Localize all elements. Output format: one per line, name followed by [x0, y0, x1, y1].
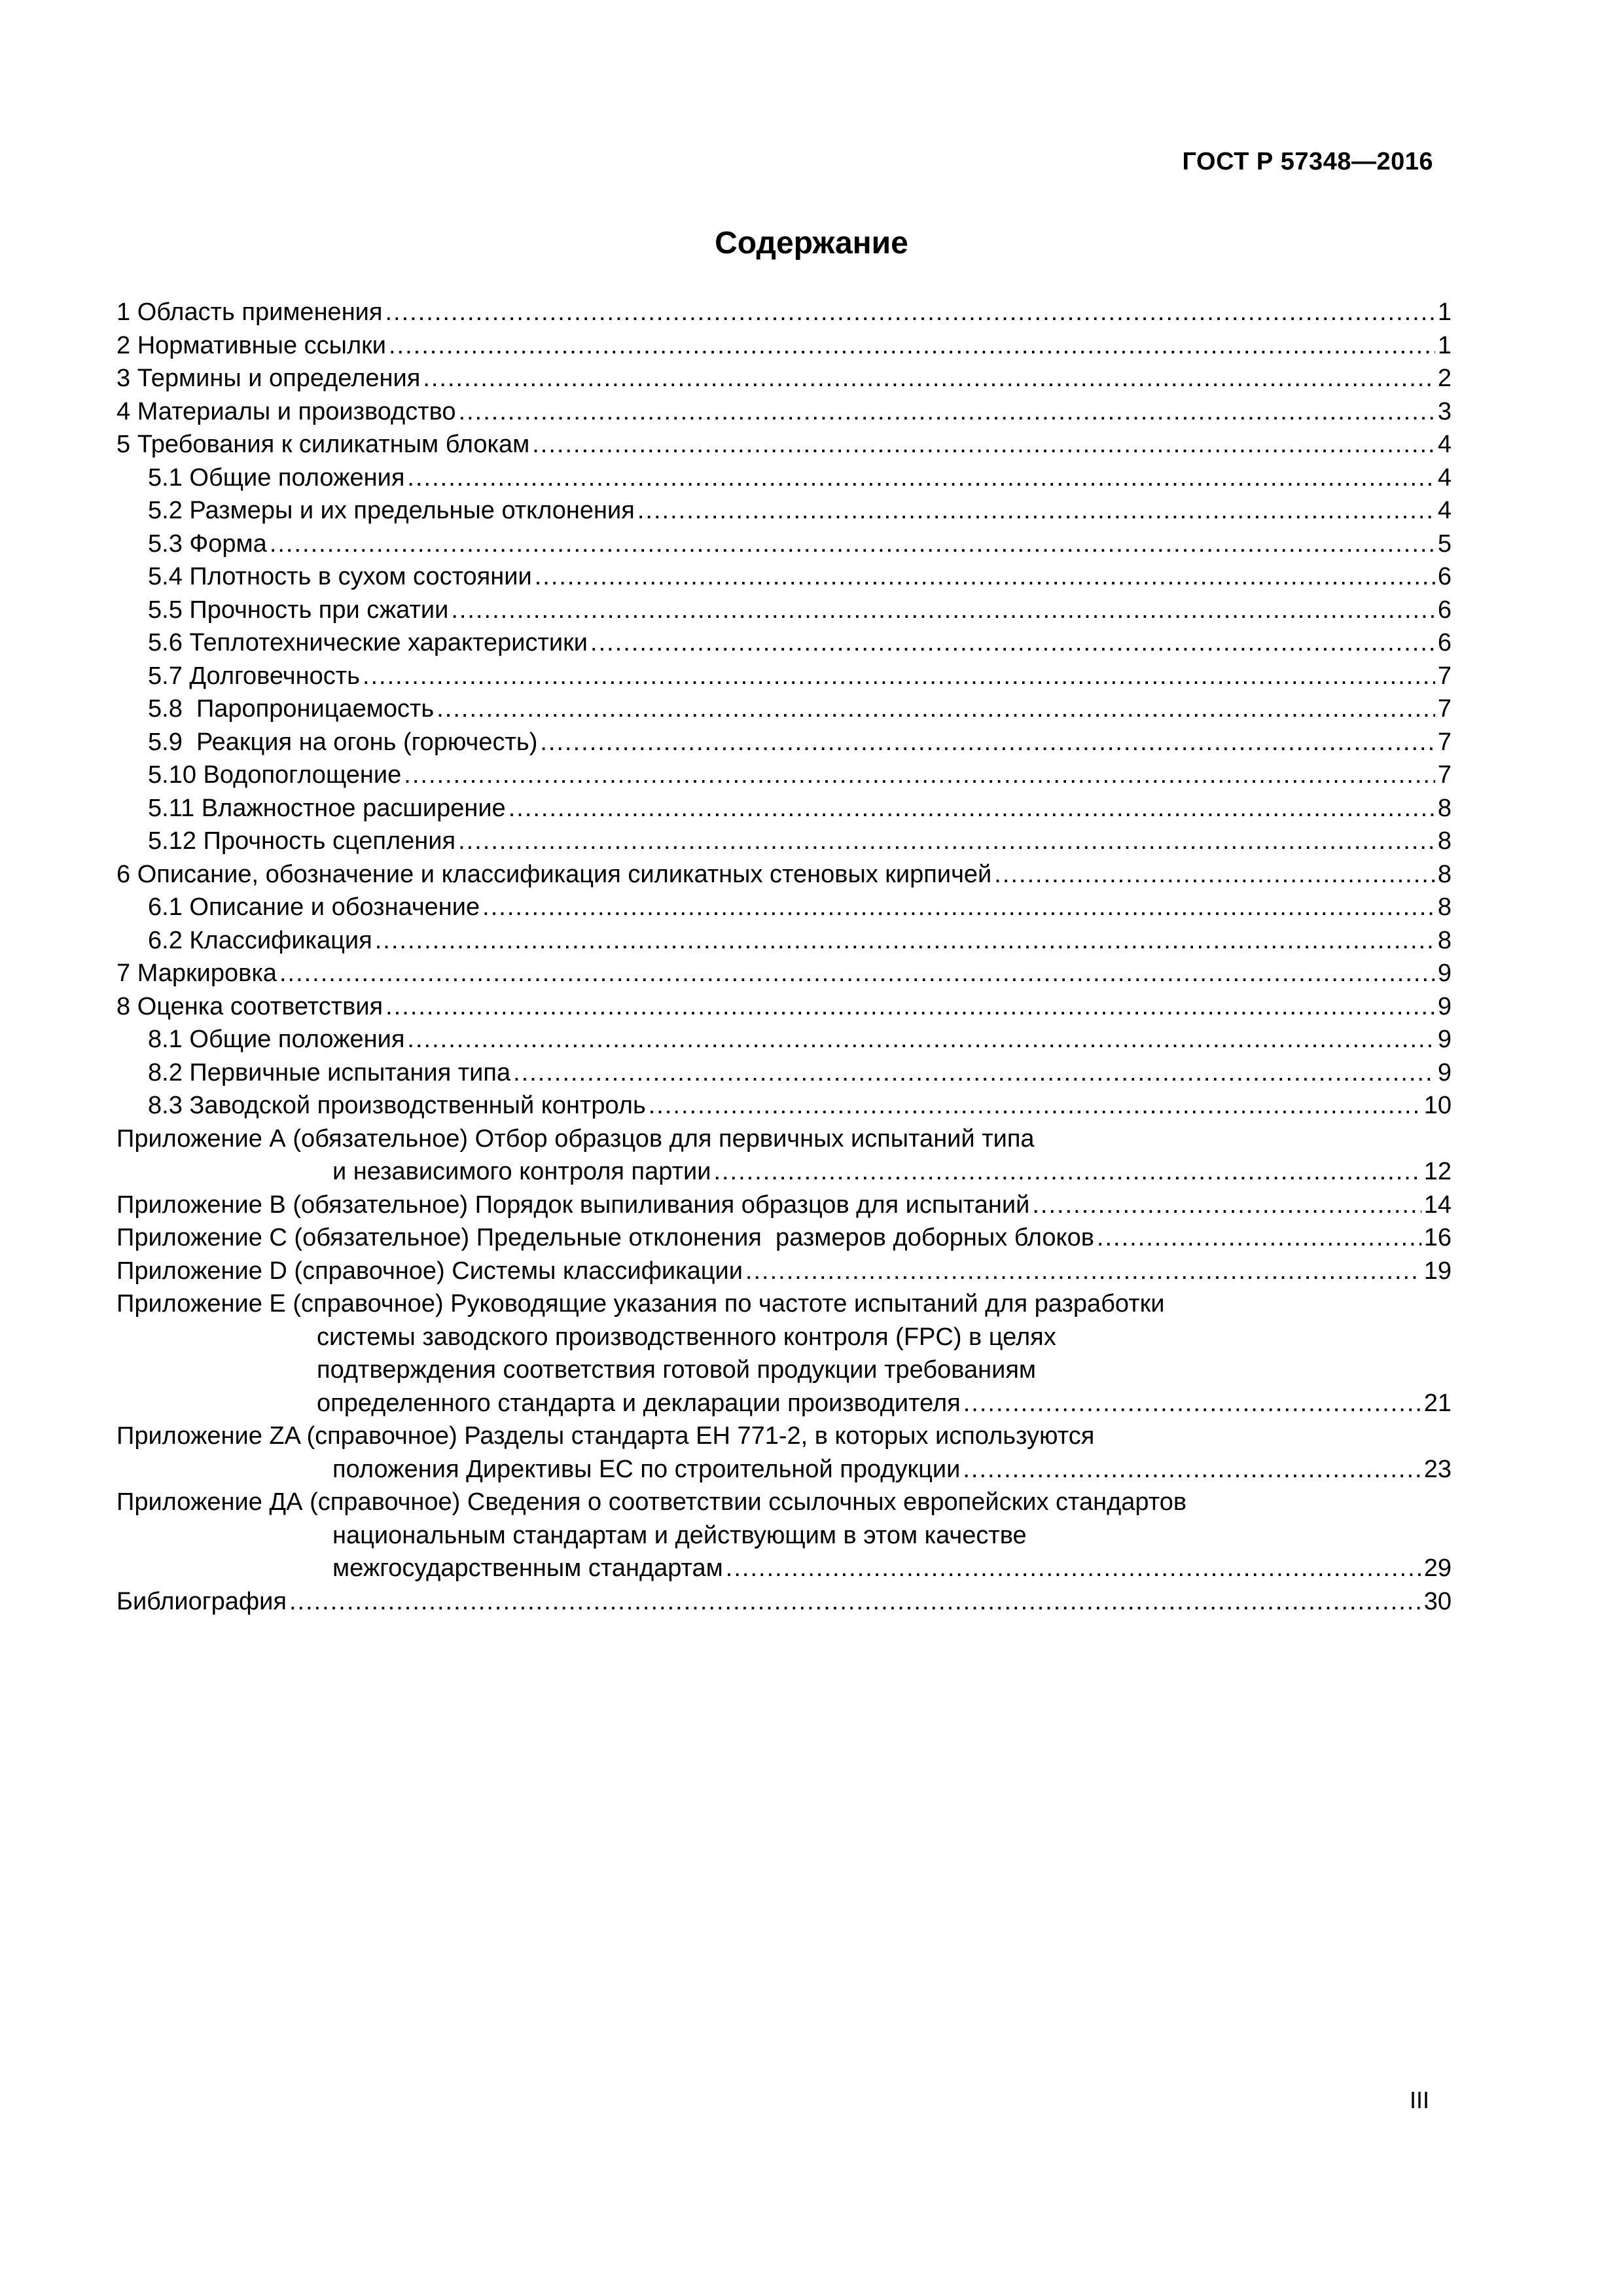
toc-item-label: 6.1 Описание и обозначение	[148, 893, 480, 921]
toc-item-label: 5.4 Плотность в сухом состоянии	[148, 563, 532, 590]
toc-item-label: 5.1 Общие положения	[148, 463, 405, 492]
toc-item-label: 7 Маркировка	[116, 960, 277, 987]
toc-subitem[interactable]	[116, 594, 1452, 627]
dot-leader	[745, 1255, 1421, 1288]
toc-item[interactable]	[116, 858, 1452, 891]
toc-item-label: положения Директивы ЕС по строительной продукции	[332, 1455, 961, 1483]
toc-item-page: 7	[1437, 728, 1452, 756]
toc-item-page: 6	[1437, 629, 1452, 656]
toc-item-page: 6	[1437, 563, 1452, 590]
toc-item-label: 8.2 Первичные испытания типа	[148, 1058, 511, 1086]
toc-item-label: 5.7 Долговечность	[148, 662, 360, 690]
toc-subitem[interactable]	[116, 891, 1452, 924]
dot-leader	[451, 594, 1435, 627]
toc-item-label: 5.2 Размеры и их предельные отклонения	[148, 497, 635, 524]
toc-item-label: 5 Требования к силикатным блокам	[116, 431, 530, 458]
toc-appendix-a-line1[interactable]: Приложение А (обязательное) Отбор образцов для первичных испытаний типа	[116, 1124, 1035, 1153]
toc-bibliography[interactable]	[116, 1585, 1452, 1619]
toc-item[interactable]	[116, 296, 1452, 329]
dot-leader	[1032, 1189, 1421, 1222]
toc-subitem[interactable]	[116, 494, 1452, 528]
toc-item[interactable]	[116, 329, 1452, 363]
toc-item-label: 5.11 Влажностное расширение	[148, 794, 506, 822]
dot-leader	[637, 494, 1435, 528]
toc-item-page: 21	[1423, 1389, 1452, 1417]
toc-subitem[interactable]	[116, 1023, 1452, 1056]
toc-subitem[interactable]	[116, 692, 1452, 726]
dot-leader	[289, 1585, 1421, 1619]
toc-subitem[interactable]	[116, 1089, 1452, 1122]
toc-subitem[interactable]	[116, 759, 1452, 792]
toc-subitem[interactable]	[116, 1056, 1452, 1090]
toc-item-page: 8	[1437, 827, 1452, 855]
dot-leader	[726, 1552, 1421, 1585]
toc-item-page: 1	[1437, 331, 1452, 359]
toc-subitem[interactable]	[116, 560, 1452, 594]
toc-item-page: 9	[1437, 992, 1452, 1020]
toc-appendix-a-line2[interactable]	[116, 1155, 1452, 1189]
toc-item-page: 8	[1437, 926, 1452, 954]
toc-item-label: Библиография	[116, 1587, 287, 1615]
toc-item-label: определенного стандарта и декларации производителя	[317, 1389, 961, 1417]
toc-item-page: 23	[1423, 1455, 1452, 1483]
dot-leader	[423, 362, 1435, 395]
toc-item-label: 5.10 Водопоглощение	[148, 761, 402, 789]
dot-leader	[375, 924, 1435, 958]
dot-leader	[963, 1387, 1421, 1420]
toc-appendix-za-line1[interactable]: Приложение ZA (справочное) Разделы стандарта ЕН 771-2, в которых используются	[116, 1422, 1095, 1450]
toc-item-page: 19	[1423, 1257, 1452, 1285]
toc-item-page: 6	[1437, 596, 1452, 624]
toc-item-page: 8	[1437, 860, 1452, 888]
toc-appendix-e-line2[interactable]: системы заводского производственного контроля (FPC) в целях	[317, 1323, 1056, 1351]
toc-item-label: 5.12 Прочность сцепления	[148, 827, 456, 855]
dot-leader	[363, 660, 1435, 693]
dot-leader	[532, 428, 1435, 461]
toc-appendix-da-line2[interactable]: национальным стандартам и действующим в этом качестве	[332, 1521, 1027, 1549]
toc-subitem[interactable]	[116, 825, 1452, 858]
table-of-contents	[116, 296, 1452, 1618]
toc-item-page: 16	[1423, 1224, 1452, 1251]
toc-item[interactable]	[116, 428, 1452, 461]
toc-item-label: 4 Материалы и производство	[116, 397, 456, 425]
toc-item-label: 2 Нормативные ссылки	[116, 331, 386, 359]
toc-item-page: 4	[1437, 497, 1452, 524]
toc-subitem[interactable]	[116, 626, 1452, 660]
dot-leader	[508, 792, 1435, 825]
toc-appendix-d[interactable]	[116, 1255, 1452, 1288]
toc-item-label: 6 Описание, обозначение и классификация силикатных стеновых кирпичей	[116, 860, 992, 888]
toc-item-label: 8 Оценка соответствия	[116, 992, 383, 1020]
dot-leader	[994, 858, 1435, 891]
toc-item-label: межгосударственным стандартам	[332, 1554, 723, 1582]
toc-item-page: 30	[1423, 1587, 1452, 1615]
toc-item-label: 3 Термины и определения	[116, 365, 421, 392]
toc-item-page: 7	[1437, 761, 1452, 789]
toc-item-label: 6.2 Классификация	[148, 926, 372, 954]
toc-item-label: и независимого контроля партии	[332, 1158, 711, 1185]
dot-leader	[459, 395, 1435, 429]
dot-leader	[437, 692, 1435, 726]
dot-leader	[407, 461, 1435, 495]
toc-item-label: Приложение D (справочное) Системы классификации	[116, 1257, 743, 1285]
toc-item-label: 1 Область применения	[116, 298, 383, 326]
toc-title: Содержание	[715, 226, 908, 260]
toc-subitem[interactable]	[116, 924, 1452, 958]
dot-leader	[535, 560, 1435, 594]
toc-item-label: Приложение В (обязательное) Порядок выпиливания образцов для испытаний	[116, 1191, 1030, 1219]
dot-leader	[1097, 1221, 1421, 1255]
dot-leader	[540, 726, 1435, 759]
toc-item-page: 9	[1437, 1026, 1452, 1053]
dot-leader	[404, 759, 1435, 792]
toc-subitem[interactable]	[116, 726, 1452, 759]
toc-item-page: 29	[1423, 1554, 1452, 1582]
document-code: ГОСТ Р 57348—2016	[1182, 148, 1433, 175]
toc-item-label: 8.3 Заводской производственный контроль	[148, 1092, 646, 1119]
dot-leader	[279, 957, 1435, 990]
toc-item-page: 9	[1437, 960, 1452, 987]
toc-subitem[interactable]	[116, 461, 1452, 495]
dot-leader	[389, 329, 1435, 363]
toc-item-label: 8.1 Общие положения	[148, 1026, 405, 1053]
toc-appendix-da-line3[interactable]	[116, 1552, 1452, 1585]
toc-item-page: 5	[1437, 529, 1452, 558]
dot-leader	[385, 296, 1435, 329]
toc-appendix-e-line3[interactable]: подтверждения соответствия готовой продукции требованиям	[317, 1356, 1037, 1384]
dot-leader	[513, 1056, 1435, 1090]
toc-item-label: 5.3 Форма	[148, 529, 267, 558]
toc-item-label: 5.8 Паропроницаемость	[148, 695, 435, 723]
toc-item-page: 12	[1423, 1158, 1452, 1185]
toc-item-page: 2	[1437, 365, 1452, 392]
toc-item-page: 4	[1437, 463, 1452, 492]
toc-item-page: 4	[1437, 431, 1452, 458]
toc-item-page: 7	[1437, 662, 1452, 690]
toc-item-page: 10	[1423, 1092, 1452, 1119]
toc-item-label: 5.6 Теплотехнические характеристики	[148, 629, 588, 656]
dot-leader	[590, 626, 1435, 660]
dot-leader	[270, 528, 1435, 561]
toc-appendix-e-line1[interactable]: Приложение Е (справочное) Руководящие указания по частоте испытаний для разработки	[116, 1290, 1165, 1318]
dot-leader	[963, 1453, 1421, 1486]
toc-item-page: 8	[1437, 794, 1452, 822]
toc-item-label: 5.9 Реакция на огонь (горючесть)	[148, 728, 538, 756]
toc-item-page: 14	[1423, 1191, 1452, 1219]
toc-subitem[interactable]	[116, 660, 1452, 693]
toc-item[interactable]	[116, 990, 1452, 1024]
toc-item-page: 8	[1437, 893, 1452, 921]
toc-appendix-da-line1[interactable]: Приложение ДА (справочное) Сведения о соответствии ссылочных европейских стандартов	[116, 1488, 1187, 1516]
toc-appendix-c[interactable]	[116, 1221, 1452, 1255]
toc-item-page: 1	[1437, 298, 1452, 326]
toc-appendix-za-line2[interactable]	[116, 1453, 1452, 1486]
toc-subitem[interactable]	[116, 528, 1452, 561]
toc-item-page: 9	[1437, 1058, 1452, 1086]
toc-item-page: 3	[1437, 397, 1452, 425]
toc-appendix-e-line4[interactable]	[116, 1387, 1452, 1420]
dot-leader	[407, 1023, 1435, 1056]
toc-item-label: Приложение С (обязательное) Предельные отклонения размеров доборных блоков	[116, 1224, 1094, 1251]
dot-leader	[482, 891, 1435, 924]
dot-leader	[458, 825, 1435, 858]
toc-appendix-b[interactable]	[116, 1189, 1452, 1222]
toc-item-page: 7	[1437, 695, 1452, 723]
page-number: III	[1409, 2087, 1429, 2113]
toc-subitem[interactable]	[116, 792, 1452, 825]
dot-leader	[649, 1089, 1421, 1122]
toc-item[interactable]	[116, 395, 1452, 429]
toc-item[interactable]	[116, 362, 1452, 395]
toc-item-label: 5.5 Прочность при сжатии	[148, 596, 449, 624]
dot-leader	[385, 990, 1435, 1024]
dot-leader	[713, 1155, 1421, 1189]
toc-item[interactable]	[116, 957, 1452, 990]
